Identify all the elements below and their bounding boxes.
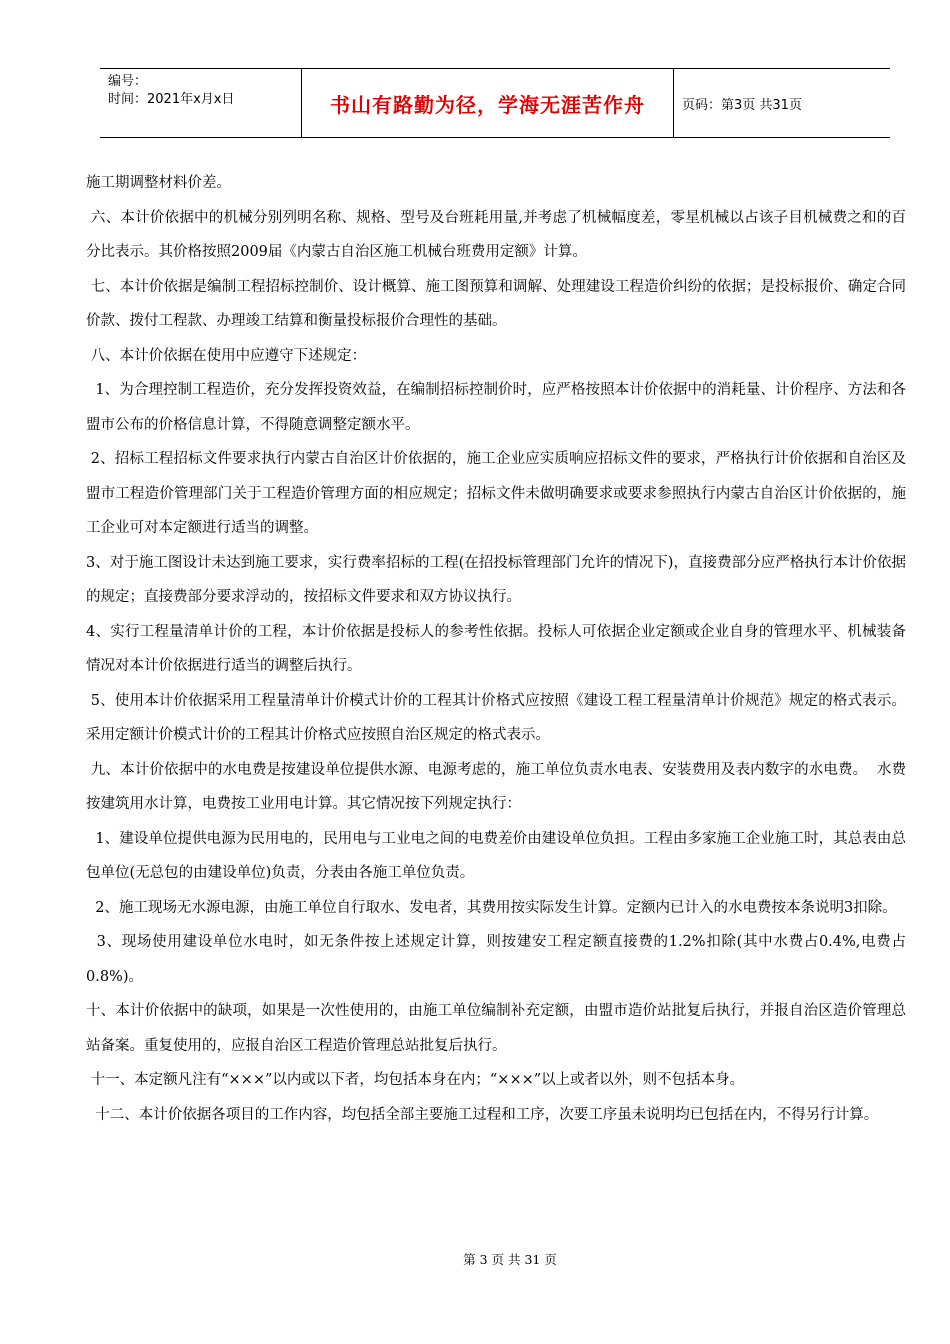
paragraph: 1、为合理控制工程造价，充分发挥投资效益，在编制招标控制价时，应严格按照本计价依据中的消耗量、计价程序、方法和各盟市公布的价格信息计算，不得随意调整定额水平。 bbox=[86, 382, 907, 433]
paragraph: 1、建设单位提供电源为民用电的，民用电与工业电之间的电费差价由建设单位负担。工程由多家施工企业施工时，其总表由总包单位(无总包的由建设单位)负责，分表由各施工单位负责。 bbox=[86, 830, 907, 881]
page-footer: 第 3 页 共 31 页 bbox=[463, 1252, 557, 1267]
time-label: 时间：2021年x月x日 bbox=[108, 92, 235, 107]
paragraph: 5、使用本计价依据采用工程量清单计价模式计价的工程其计价格式应按照《建设工程工程量清单计价规范》规定的格式表示。采用定额计价模式计价的工程其计价格式应按照自治区规定的格式表示。 bbox=[86, 692, 906, 743]
paragraph: 十一、本定额凡注有“×××”以内或以下者，均包括本身在内；“×××”以上或者以外，则不包括本身。 bbox=[86, 1072, 745, 1088]
paragraph: 九、本计价依据中的水电费是按建设单位提供水源、电源考虑的，施工单位负责水电表、安装费用及表内数字的水电费。 水费按建筑用水计算，电费按工业用电计算。其它情况按下列规定执行： bbox=[86, 761, 906, 812]
paragraph: 八、本计价依据在使用中应遵守下述规定： bbox=[86, 347, 367, 364]
header-page-label: 页码：第3页 共31页 bbox=[682, 97, 802, 113]
paragraph: 2、招标工程招标文件要求执行内蒙古自治区计价依据的，施工企业应实质响应招标文件的要求，严格执行计价依据和自治区及盟市工程造价管理部门关于工程造价管理方面的相应规定；招标文件未做明确要求或要求参照执行内蒙古自治区计价依据的，施工企业可对本定额进行适当的调整。 bbox=[86, 451, 906, 536]
paragraph: 3、现场使用建设单位水电时，如无条件按上述规定计算，则按建安工程定额直接费的1.2%扣除(其中水费占0.4%,电费占0.8%)。 bbox=[86, 934, 906, 985]
paragraph: 施工期调整材料价差。 bbox=[86, 175, 231, 191]
header-info bbox=[100, 69, 302, 137]
header-motto: 书山有路勤为径，学海无涯苦作舟 bbox=[302, 69, 674, 137]
paragraph: 4、实行工程量清单计价的工程，本计价依据是投标人的参考性依据。投标人可依据企业定额或企业自身的管理水平、机械装备情况对本计价依据进行适当的调整后执行。 bbox=[86, 623, 906, 674]
paragraph: 十、本计价依据中的缺项，如果是一次性使用的，由施工单位编制补充定额，由盟市造价站批复后执行，并报自治区造价管理总站备案。重复使用的，应报自治区工程造价管理总站批复后执行。 bbox=[86, 1003, 906, 1054]
paragraph: 十二、本计价依据各项目的工作内容，均包括全部主要施工过程和工序，次要工序虽未说明均已包括在内，不得另行计算。 bbox=[86, 1106, 879, 1123]
document-body bbox=[86, 166, 906, 1132]
page-header bbox=[100, 68, 890, 138]
paragraph: 3、对于施工图设计未达到施工要求，实行费率招标的工程(在招投标管理部门允许的情况下)，直接费部分应严格执行本计价依据的规定；直接费部分要求浮动的，按招标文件要求和双方协议执行。 bbox=[86, 554, 906, 605]
number-label: 编号： bbox=[108, 74, 148, 89]
paragraph: 2、施工现场无水源电源，由施工单位自行取水、发电者，其费用按实际发生计算。定额内已计入的水电费按本条说明3扣除。 bbox=[86, 899, 897, 916]
paragraph: 七、本计价依据是编制工程招标控制价、设计概算、施工图预算和调解、处理建设工程造价纠纷的依据；是投标报价、确定合同价款、拨付工程款、办理竣工结算和衡量投标报价合理性的基础。 bbox=[86, 278, 906, 329]
paragraph: 六、本计价依据中的机械分别列明名称、规格、型号及台班耗用量,并考虑了机械幅度差，零星机械以占该子目机械费之和的百分比表示。其价格按照2009届《内蒙古自治区施工机械台班费用定额》计算。 bbox=[86, 209, 907, 260]
